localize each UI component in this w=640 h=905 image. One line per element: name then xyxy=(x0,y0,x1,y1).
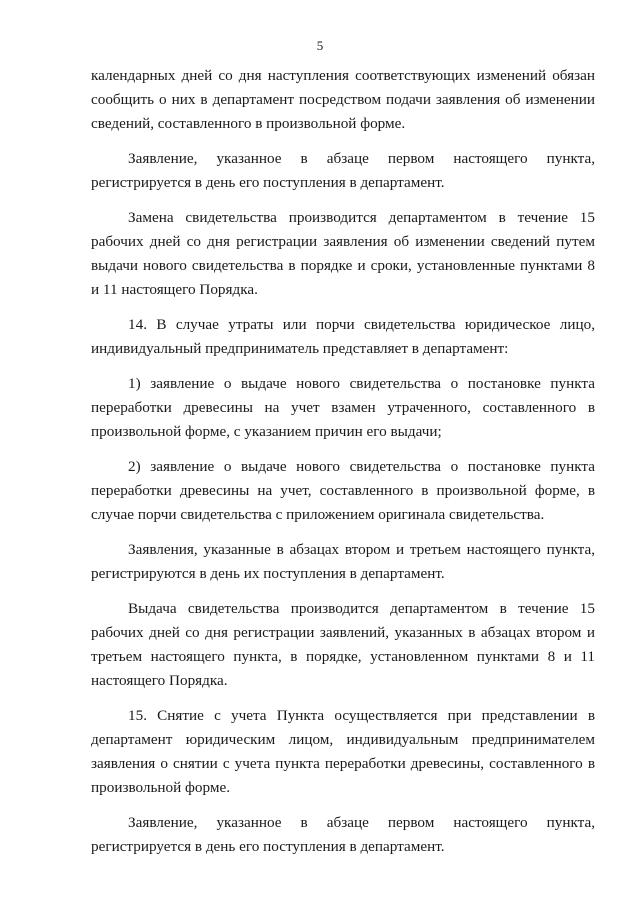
paragraph-subitem-1: 1) заявление о выдаче нового свидетельства о постановке пункта переработки древесины на учет взамен утраченного, составленного в произвольной форме, с указанием причин его выдачи; xyxy=(91,375,595,440)
paragraph-item-14: 14. В случае утраты или порчи свидетельства юридическое лицо, индивидуальный предприниматель представляет в департамент: xyxy=(91,316,595,357)
paragraph-item-15: 15. Снятие с учета Пункта осуществляется при представлении в департамент юридическим лицом, индивидуальным предпринимателем заявления о снятии с учета пункта переработки древесины, составленного в произвольной форме. xyxy=(91,707,595,796)
paragraph-certificate-replacement: Замена свидетельства производится департаментом в течение 15 рабочих дней со дня регистрации заявления об изменении сведений путем выдачи нового свидетельства в порядке и сроки, установленные пунктами 8 и 11 настоящего Порядка. xyxy=(91,209,595,298)
page-number: 5 xyxy=(316,38,324,53)
paragraph-certificate-issuance: Выдача свидетельства производится департаментом в течение 15 рабочих дней со дня регистрации заявлений, указанных в абзацах втором и третьем настоящего пункта, в порядке, установленном пунктами 8 и 11 настоящего Порядка. xyxy=(91,600,595,689)
paragraph-application-registration: Заявление, указанное в абзаце первом настоящего пункта, регистрируется в день его поступления в департамент. xyxy=(91,150,595,191)
document-body xyxy=(91,64,595,870)
paragraph-subitem-2: 2) заявление о выдаче нового свидетельства о постановке пункта переработки древесины на учет, составленного в произвольной форме, в случае порчи свидетельства с приложением оригинала свидетельства. xyxy=(91,458,595,523)
paragraph-continuation: календарных дней со дня наступления соответствующих изменений обязан сообщить о них в департамент посредством подачи заявления об изменении сведений, составленного в произвольной форме. xyxy=(91,67,595,132)
paragraph-applications-registration: Заявления, указанные в абзацах втором и третьем настоящего пункта, регистрируются в день их поступления в департамент. xyxy=(91,541,595,582)
paragraph-final-registration: Заявление, указанное в абзаце первом настоящего пункта, регистрируется в день его поступления в департамент. xyxy=(91,814,595,855)
